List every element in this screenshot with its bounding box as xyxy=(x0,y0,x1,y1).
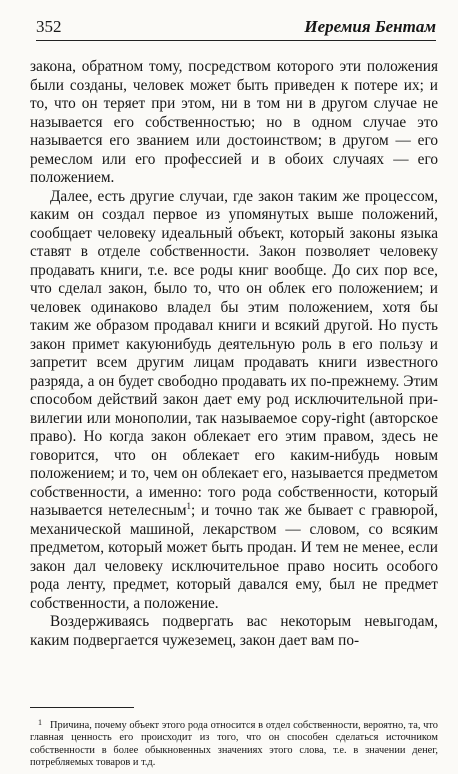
footnote-text: Причина, почему объект этого рода относится в отдел собственности, вероятно, та, что главная ценность его происходит из того, что он способен сделаться источником собственности в более обыкновенных значениях этого слова, т.е. в значении денег, потребляемых товаров и т.д. xyxy=(30,720,438,768)
paragraph-copyright-continued: и точно так же бывает с гравюрой, механической машиной, лекарством — словом, со всяким предметом, который может быть продан. И тем не менее, если закон дал человеку исключительное право носить особого рода ленту, предмет, который давался ему, был не предмет собственности, а положение. xyxy=(30,502,439,612)
footnote-reference[interactable]: 1 xyxy=(186,501,192,511)
footnote-divider xyxy=(30,707,134,708)
page-number: 352 xyxy=(36,17,62,36)
paragraph-continued: закона, обратном тому, посредством которого эти положения были созданы, человек может быть приведен к потере их; и то, что он теряет при этом, ни в том ни в другом случае не называется его собственностью; но в одном случае это называется его званием или достоинством; в другом — его ремеслом или его профессией и в обоих случаях — его положением. xyxy=(30,58,438,186)
paragraph-copyright: Далее, есть другие случаи, где закон таким же процессом, каким он создал первое из упомянутых выше положений, сообщает человеку идеальный объект, который законы языка ставят в отделе собственности. Закон позволяет человеку продавать книги, т.е. все роды книг вообще. До сих пор все, что сделал закон, было то, что он облек его положением; и человек одинаково владел бы этим положением, хотя бы таким же образом продавал книги и всякий другой. Но пусть закон примет какуюнибудь деятельную роль в его пользу и запретит всем другим лицам продавать книги известного разряда, а он будет свободно продавать их по-прежнему. Этим способом действий закон дает ему род исключительной привилегии или монополии, так называемое copy-right (авторское право). Но когда закон облекает его этим правом, здесь не говорится, что он облекает его каким-нибудь новым положением; и то, чем он облекает его, называется предметом собственности, а именно: того рода собственности, который называется нетелесным$^1$; и точно так же бывает с гравюрой, механической машиной, лекарством — словом, со всяким предметом, который может быть продан. И тем не менее, если закон дал человеку исключительное право носить особого рода ленту, предмет, который давался ему, был не предмет собственности, а положение. xyxy=(30,187,439,612)
running-title: Иеремия Бентам xyxy=(304,17,436,36)
paragraph-copyright-text: Далее, есть другие случаи, где закон таким же процессом, каким он создал первое из упомянутых выше положений, сообщает человеку идеальный объект, который законы языка ставят в отделе собственности. Закон позволяет человеку продавать книги, т.е. все роды книг вообще. До сих пор все, что сделал закон, было то, что он облек его положением; и человек одинаково владел бы этим положением, хотя бы таким же образом продавал книги и всякий другой. Но пусть закон примет какуюнибудь деятельную роль в его пользу и запретит всем другим лицам продавать книги известного разряда, а он будет свободно продавать их по-прежнему. Этим способом действий закон дает ему род исключительной привилегии или монополии, так называемое copy-right (авторское право). Но когда закон облекает его этим правом, здесь не говорится, что он облекает его каким-нибудь новым положением; и то, чем он облекает его, называется предметом собственности, а именно: того рода собственности, который называется нетелесным xyxy=(30,187,438,519)
body-text xyxy=(30,58,438,650)
footnote-marker: 1 xyxy=(38,718,42,727)
running-header xyxy=(36,14,436,41)
paragraph-last: Воздерживаясь подвергать вас некоторым невыгодам, каким подвергается чужеземец, закон дает вам по- xyxy=(30,613,438,649)
footnote xyxy=(30,717,438,769)
